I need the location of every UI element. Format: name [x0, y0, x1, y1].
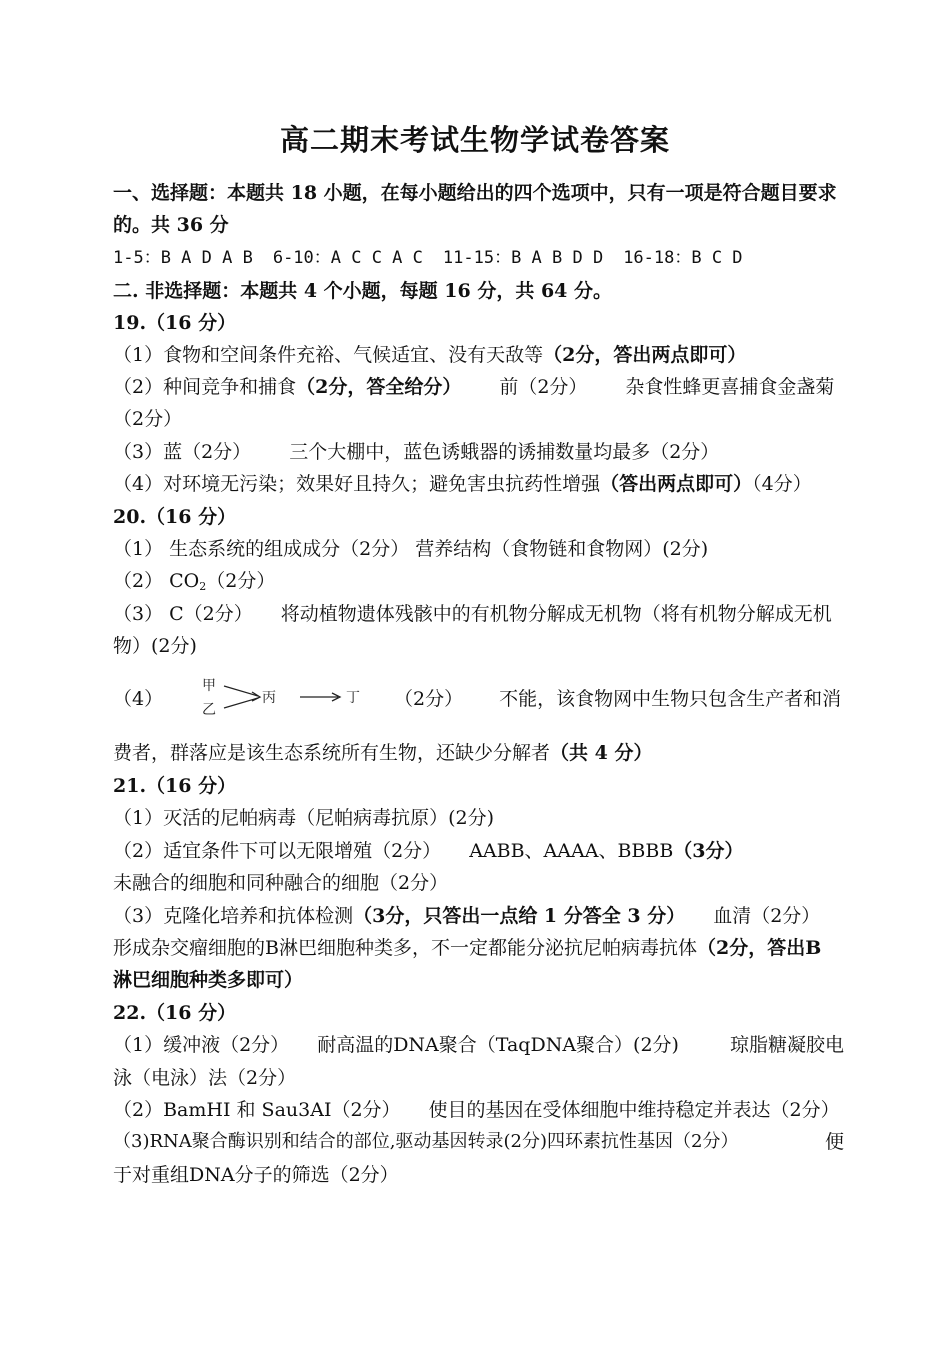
q21-answer-1: （1）灭活的尼帕病毒（尼帕病毒抗原）(2分): [113, 807, 495, 829]
part2-heading: 二. 非选择题：本题共 4 个小题，每题 16 分，共 64 分。: [113, 280, 613, 302]
q20-a2-text: （2） CO: [113, 570, 200, 592]
q22-a1-c: 琼脂糖凝胶电: [729, 1034, 844, 1056]
q22-a1-b: 耐高温的DNA聚合（TaqDNA聚合）(2分): [317, 1034, 679, 1056]
q19-a2-note: （2分，答全给分）: [296, 376, 462, 398]
q19-a1-note: （2分，答出两点即可）: [543, 344, 747, 366]
q20-a3-text: （3） C（2分）: [113, 603, 253, 625]
page-title: 高二期末考试生物学试卷答案: [279, 123, 670, 157]
q20-label: 20.（16 分）: [113, 506, 237, 528]
arrow-yi-bing: [224, 698, 258, 708]
q21-a3-note-2: （2分，答出B: [696, 937, 822, 959]
q21-answer-2: [113, 838, 843, 864]
q21-a2-note: （3分）: [673, 840, 744, 862]
choice-answers: [113, 245, 843, 271]
q19-a2-text: （2）种间竞争和捕食: [113, 376, 297, 398]
arrow-jia-bing: [224, 686, 258, 696]
q21-a3-continued: [113, 935, 843, 961]
q19-a4-note: （答出两点即可）: [600, 473, 753, 495]
q19-a2-b: 前（2分）: [499, 376, 588, 398]
q20-a4-b: 不能，该食物网中生物只包含生产者和消: [499, 688, 842, 710]
q20-a2-subscript: 2: [199, 580, 207, 593]
q19-a3-text: （3）蓝（2分）: [113, 441, 252, 463]
q21-a3-text: （3）克隆化培养和抗体检测: [113, 905, 354, 927]
q21-a3-cont-text: 形成杂交瘤细胞的B淋巴细胞种类多，不一定都能分泌抗尼帕病毒抗体: [113, 937, 697, 959]
q21-a2-text: （2）适宜条件下可以无限增殖（2分）: [113, 840, 442, 862]
q19-answer-1: [113, 342, 843, 368]
q21-a3-note-3: 淋巴细胞种类多即可）: [113, 969, 304, 991]
q19-answer-2: [113, 374, 843, 400]
q19-a4-score: （4分）: [752, 473, 812, 495]
q20-a4-label: （4）: [113, 688, 164, 710]
q19-a3-b: 三个大棚中，蓝色诱蛾器的诱捕数量均最多（2分）: [289, 441, 720, 463]
part1-heading-line2: 的。共 36 分: [113, 214, 229, 236]
q20-answer-2: [113, 568, 843, 600]
q21-a3-b: 血清（2分）: [713, 905, 821, 927]
q20-a4-cont-text: 费者，群落应是该生态系统所有生物，还缺少分解者: [113, 742, 551, 764]
q20-a4-continued: [113, 740, 843, 766]
food-web-diagram: [196, 674, 376, 718]
q22-a1-text: （1）缓冲液（2分）: [113, 1034, 290, 1056]
q20-answer-3: [113, 601, 843, 627]
q21-answer-3: [113, 903, 843, 929]
q19-a2-c: 杂食性蜂更喜捕食金盏菊: [625, 376, 835, 398]
q22-a2-b: 使目的基因在受体细胞中维持稳定并表达（2分）: [428, 1099, 840, 1121]
q20-answer-4: [394, 686, 844, 712]
q21-a2-b: AABB、AAAA、BBBB: [469, 840, 674, 862]
answers-16-18: 16-18：B C D: [623, 248, 743, 268]
q22-a2-text: （2）BamHI 和 Sau3AI（2分）: [113, 1099, 401, 1121]
q20-a4-note: （共 4 分）: [550, 742, 653, 764]
q19-label: 19.（16 分）: [113, 312, 237, 334]
q21-label: 21.（16 分）: [113, 775, 237, 797]
food-web-node-bing: 丙: [262, 690, 276, 706]
q21-a2-continued: 未融合的细胞和同种融合的细胞（2分）: [113, 872, 449, 894]
answers-11-15: 11-15：B A B D D: [442, 248, 604, 268]
q21-a3-note: （3分，只答出一点给 1 分答全 3 分）: [353, 905, 686, 927]
food-web-node-jia: 甲: [202, 678, 216, 694]
q19-a4-text: （4）对环境无污染；效果好且持久；避免害虫抗药性增强: [113, 473, 601, 495]
q22-answer-3: （3)RNA聚合酶识别和结合的部位,驱动基因转录(2分)四环素抗性基因（2分）: [113, 1131, 739, 1152]
q19-answer-3: [113, 439, 843, 465]
q19-a1-text: （1）食物和空间条件充裕、气候适宜、没有天敌等: [113, 344, 544, 366]
q22-a3-c: 便: [824, 1131, 844, 1153]
q20-a3-continued: 物）(2分): [113, 635, 197, 657]
part1-heading-line1: 一、选择题：本题共 18 小题，在每小题给出的四个选项中，只有一项是符合题目要求: [113, 182, 837, 204]
food-web-node-yi: 乙: [202, 702, 216, 718]
q22-a1-continued: 泳（电泳）法（2分）: [113, 1067, 297, 1089]
answers-1-5: 1-5：B A D A B: [113, 248, 253, 268]
q22-label: 22.（16 分）: [113, 1002, 237, 1024]
q22-a3-continued: 于对重组DNA分子的筛选（2分）: [113, 1164, 399, 1186]
q20-a3-b: 将动植物遗体残骸中的有机物分解成无机物（将有机物分解成无机: [280, 603, 832, 625]
q20-a4-score: （2分）: [394, 688, 464, 710]
food-web-node-ding: 丁: [346, 690, 360, 706]
q19-a2-continued: （2分）: [113, 408, 183, 430]
q20-answer-1: （1） 生态系统的组成成分（2分） 营养结构（食物链和食物网）(2分): [113, 538, 709, 560]
q20-a2-score: （2分）: [206, 570, 276, 592]
q22-answer-2: [113, 1097, 843, 1123]
answers-6-10: 6-10：A C C A C: [272, 248, 423, 268]
q19-answer-4: [113, 471, 843, 497]
